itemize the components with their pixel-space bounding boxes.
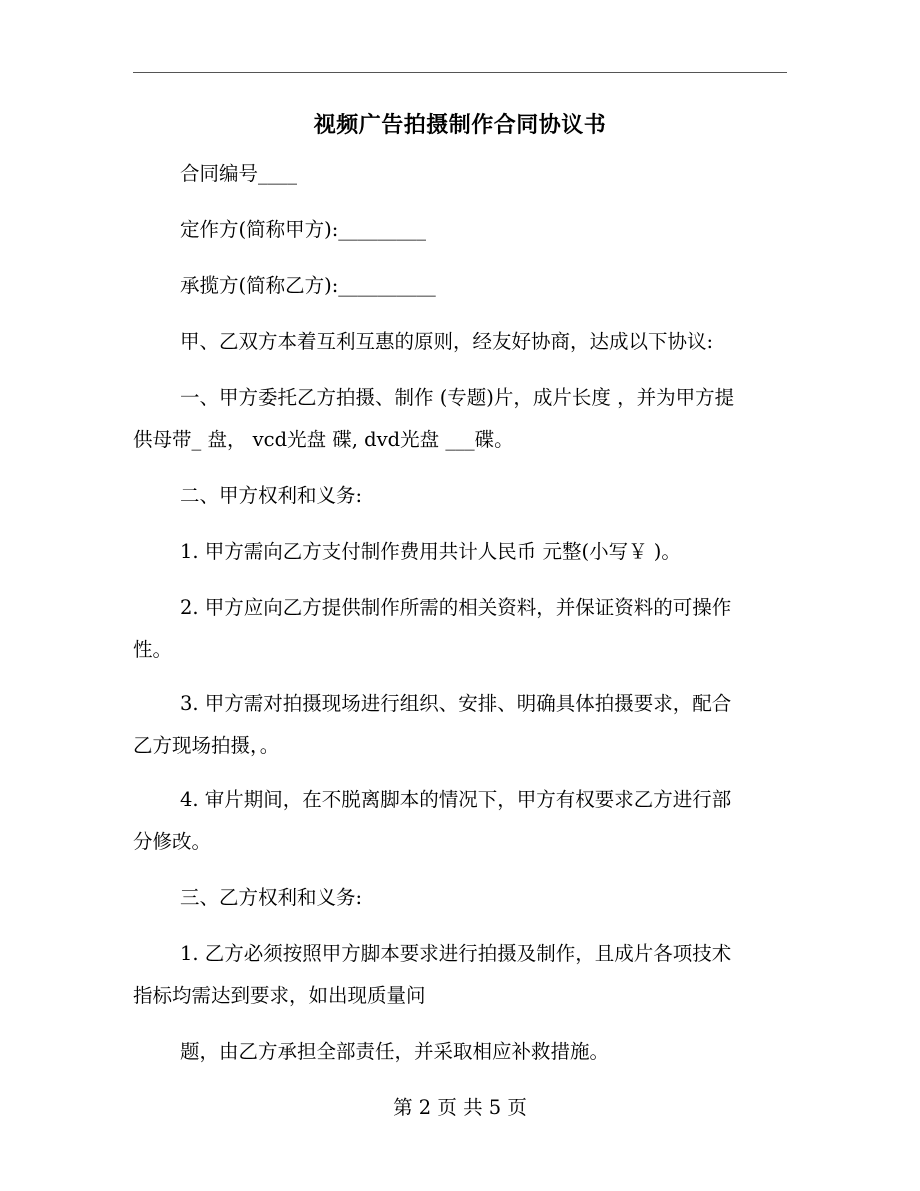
section-2-item-2-line-2: 性。 (133, 638, 173, 661)
preamble-paragraph: 甲、乙双方本着互利互惠的原则，经友好协商，达成以下协议: (180, 330, 714, 353)
section-2-item-1: 1. 甲方需向乙方支付制作费用共计人民币 元整(小写￥ )。 (180, 540, 681, 563)
party-b-line: 承揽方(简称乙方):__________ (180, 274, 436, 297)
contract-number-line: 合同编号____ (180, 162, 298, 185)
party-a-line: 定作方(简称甲方):_________ (180, 218, 427, 241)
section-3-item-1-line-3: 题，由乙方承担全部责任，并采取相应补救措施。 (180, 1040, 610, 1063)
document-title: 视频广告拍摄制作合同协议书 (313, 112, 607, 138)
header-divider (133, 72, 787, 73)
page-number-footer: 第 2 页 共 5 页 (393, 1096, 527, 1119)
section-2-item-3-line-1: 3. 甲方需对拍摄现场进行组织、安排、明确具体拍摄要求，配合 (180, 692, 732, 715)
section-3-item-1-line-1: 1. 乙方必须按照甲方脚本要求进行拍摄及制作，且成片各项技术 (180, 942, 732, 965)
clause-1-line-1: 一、甲方委托乙方拍摄、制作 (专题)片，成片长度 ，并为甲方提 (180, 386, 735, 409)
section-2-item-4-line-2: 分修改。 (133, 830, 212, 853)
clause-1-line-2: 供母带_ 盘， vcd光盘 碟, dvd光盘 ___碟。 (133, 428, 514, 451)
section-2-item-2-line-1: 2. 甲方应向乙方提供制作所需的相关资料，并保证资料的可操作 (180, 596, 732, 619)
section-3-heading: 三、乙方权利和义务: (180, 886, 363, 909)
section-2-heading: 二、甲方权利和义务: (180, 484, 363, 507)
section-2-item-4-line-1: 4. 审片期间，在不脱离脚本的情况下，甲方有权要求乙方进行部 (180, 788, 732, 811)
section-2-item-3-line-2: 乙方现场拍摄，。 (133, 734, 280, 757)
section-3-item-1-line-2: 指标均需达到要求，如出现质量问 (133, 984, 426, 1007)
